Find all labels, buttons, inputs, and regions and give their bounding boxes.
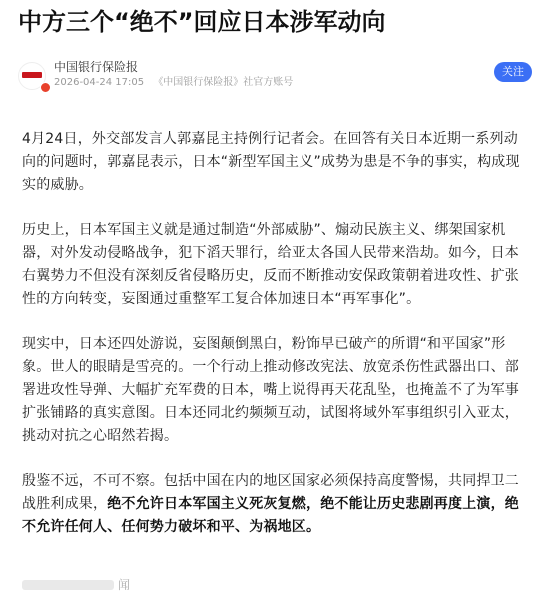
brand-logo — [22, 72, 42, 78]
paragraph-lead: 殷鉴不远，不可不察。包括中国在内的地区国家必须保持高度警惕，共同捍卫二战胜利成果， — [22, 473, 519, 512]
follow-button[interactable]: 关注 — [494, 62, 532, 82]
article-body — [22, 128, 532, 561]
author-meta — [54, 76, 299, 90]
blurred-text-placeholder — [22, 580, 114, 590]
footer-fragment — [22, 576, 132, 594]
article-title: 中方三个“绝不”回应日本涉军动向 — [18, 8, 386, 36]
paragraph-final — [22, 470, 532, 539]
paragraph: 现实中，日本还四处游说，妄图颠倒黑白，粉饰早已破产的所谓“和平国家”形象。世人的眼睛是雪亮的。一个行动上推动修改宪法、放宽杀伤性武器出口、部署进攻性导弹、大幅扩充军费的日本，嘴上说得再天花乱坠，也掩盖不了为军事扩张铺路的真实意图。日本还同北约频频互动，试图将域外军事组织引入亚太，挑动对抗之心昭然若揭。 — [22, 336, 519, 444]
author-source: 《中国银行保险报》社官方账号 — [153, 77, 294, 88]
paragraph: 4月24日，外交部发言人郭嘉昆主持例行记者会。在回答有关日本近期一系列动向的问题时，郭嘉昆表示，日本“新型军国主义”成势为患是不争的事实，构成现实的威胁。 — [22, 131, 520, 193]
paragraph: 历史上，日本军国主义就是通过制造“外部威胁”、煽动民族主义、绑架国家机器，对外发动侵略战争，犯下滔天罪行，给亚太各国人民带来浩劫。如今，日本右翼势力不但没有深刻反省侵略历史，反而不断推动安保政策朝着进攻性、扩张性的方向转变，妄图通过重整军工复合体加速日本“再军事化”。 — [22, 222, 519, 307]
footer-text: 闻 — [118, 578, 131, 592]
publish-timestamp: 2026-04-24 17:05 — [54, 77, 145, 88]
verified-badge-icon — [40, 82, 51, 93]
author-name[interactable]: 中国银行保险报 — [54, 60, 139, 74]
paragraph-emphasis: 绝不允许日本军国主义死灰复燃，绝不能让历史悲剧再度上演，绝不允许任何人、任何势力破坏和平、为祸地区。 — [22, 496, 520, 535]
author-bar — [18, 58, 528, 92]
